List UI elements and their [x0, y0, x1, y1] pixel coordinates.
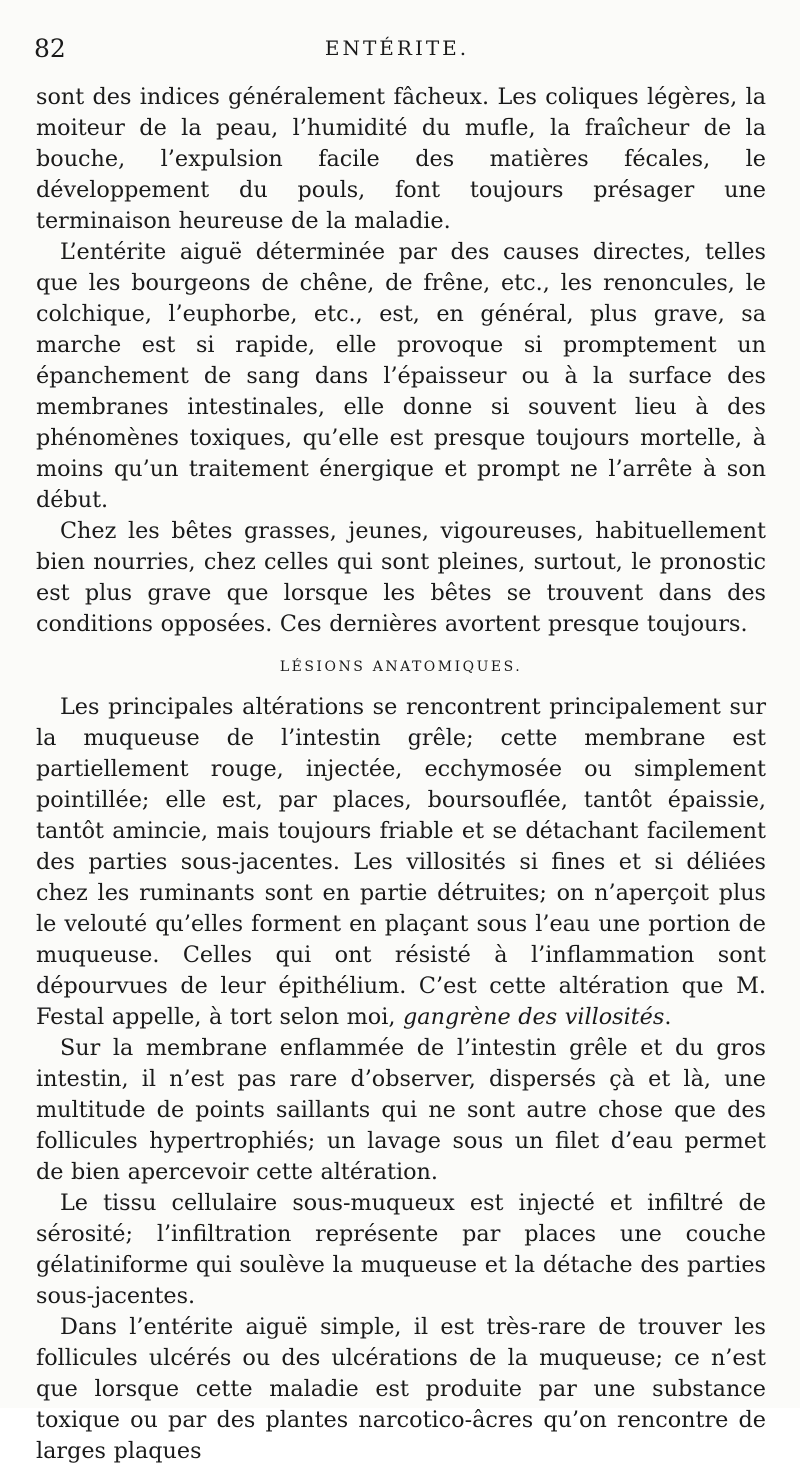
running-title: ENTÉRITE. [324, 36, 470, 60]
section-heading: LÉSIONS ANATOMIQUES. [279, 659, 523, 675]
running-head [34, 30, 760, 64]
text-body [36, 82, 766, 1467]
paragraph-main-lesions-end: . [664, 1004, 672, 1030]
page-number: 82 [34, 34, 66, 63]
paragraph-cellular-tissue: Le tissu cellulaire sous-muqueux est injecté et infiltré de sérosité; l’infiltration représente par places une couche gélatiniforme qui soulève la muqueuse et la détache des parties sous-jacentes. [36, 1190, 766, 1309]
paragraph-main-lesions [36, 692, 766, 1033]
paragraph-acute-enteritis: L’entérite aiguë déterminée par des causes directes, telles que les bourgeons de chêne, de frêne, etc., les renoncules, le colchique, l’euphorbe, etc., est, en général, plus grave, sa marche est si rapide, elle provoque si promptement un épanchement de sang dans l’épaisseur ou à la surface des membranes intestinales, elle donne si souvent lieu à des phénomènes toxiques, qu’elle est presque toujours mortelle, à moins qu’un traitement énergique et prompt ne l’arrête à son début. [36, 239, 766, 513]
italic-term: gangrène des villosités [403, 1004, 665, 1030]
paragraph-follicles: Sur la membrane enflammée de l’intestin grêle et du gros intestin, il n’est pas rare d’observer, dispersés çà et là, une multitude de points saillants qui ne sont autre chose que des follicules hypertrophiés; un lavage sous un filet d’eau permet de bien apercevoir cette altération. [36, 1035, 766, 1185]
paragraph-main-lesions-text: Les principales altérations se rencontrent principalement sur la muqueuse de l’intestin grêle; cette membrane est partiellement rouge, injectée, ecchymosée ou simplement pointillée; elle est, par places, boursouflée, tantôt épaissie, tantôt amincie, mais toujours friable et se détachant facilement des parties sous-jacentes. Les villosités si fines et si déliées chez les ruminants sont en partie détruites; on n’aperçoit plus le velouté qu’elles forment en plaçant sous l’eau une portion de muqueuse. Celles qui ont résisté à l’inflammation sont dépourvues de leur épithélium. C’est cette altération que M. Festal appelle, à tort selon moi, [36, 694, 766, 1030]
paragraph-ulcerations: Dans l’entérite aiguë simple, il est très-rare de trouver les follicules ulcérés ou des ulcérations de la muqueuse; ce n’est que lorsque cette maladie est produite par une substance toxique ou par des plantes narcotico-âcres qu’on rencontre de larges plaques [36, 1314, 766, 1464]
paragraph-prognosis: Chez les bêtes grasses, jeunes, vigoureuses, habituellement bien nourries, chez celles qui sont pleines, surtout, le pronostic est plus grave que lorsque les bêtes se trouvent dans des conditions opposées. Ces dernières avortent presque toujours. [36, 518, 766, 637]
paragraph-continued: sont des indices généralement fâcheux. Les coliques légères, la moiteur de la peau, l’humidité du mufle, la fraîcheur de la bouche, l’expulsion facile des matières fécales, le développement du pouls, font toujours présager une terminaison heureuse de la maladie. [36, 84, 766, 234]
